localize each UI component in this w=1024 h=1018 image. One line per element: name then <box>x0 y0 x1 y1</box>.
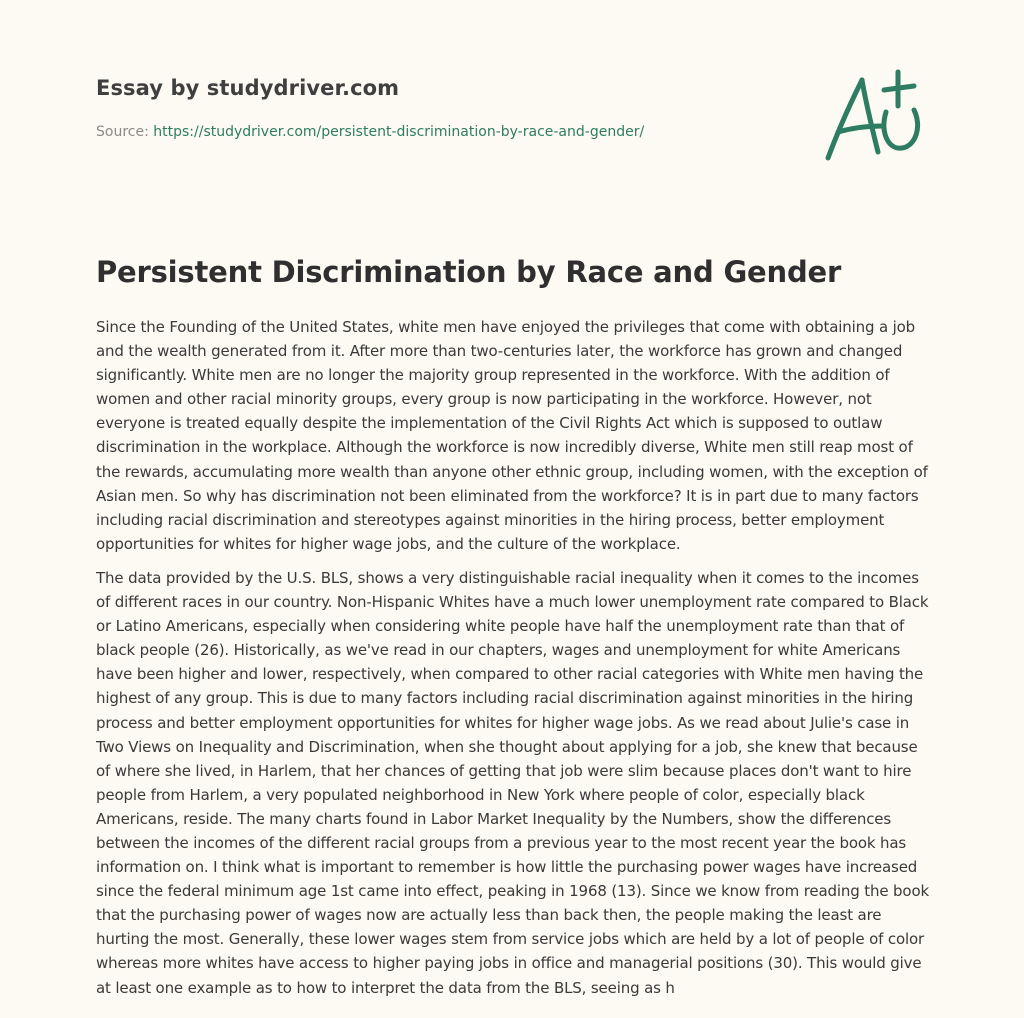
source-label: Source: <box>96 124 149 140</box>
a-plus-grade-icon <box>818 66 930 166</box>
source-line <box>96 124 644 140</box>
essay-title: Persistent Discrimination by Race and Gender <box>96 255 842 289</box>
site-brand: Essay by studydriver.com <box>96 76 400 100</box>
essay-body <box>96 315 936 1005</box>
essay-paragraph: The data provided by the U.S. BLS, shows a very distinguishable racial inequality when it comes to the incomes of different races in our country. Non-Hispanic Whites have a much lower unemployment rate compared to Black or Latino Americans, especially when considering white people have half the unemployment rate than that of black people (26). Historically, as we've read in our chapters, wages and unemployment for white Americans have been higher and lower, respectively, when compared to other racial categories with White men having the highest of any group. This is due to many factors including racial discrimination against minorities in the hiring process and better employment opportunities for whites for higher wage jobs. As we read about Julie's case in Two Views on Inequality and Discrimination, when she thought about applying for a job, she knew that because of where she lived, in Harlem, that her chances of getting that job were slim because places don't want to hire people from Harlem, a very populated neighborhood in New York where people of color, especially black Americans, reside. The many charts found in Labor Market Inequality by the Numbers, show the differences between the incomes of the different racial groups from a previous year to the most recent year the book has information on. I think what is important to remember is how little the purchasing power wages have increased since the federal minimum age 1st came into effect, peaking in 1968 (13). Since we know from reading the book that the purchasing power of wages now are actually less than back then, the people making the least are hurting the most. Generally, these lower wages stem from service jobs which are held by a lot of people of color whereas more whites have access to higher paying jobs in office and managerial positions (30). This would give at least one example as to how to interpret the data from the BLS, seeing as h <box>96 568 930 997</box>
source-link[interactable]: https://studydriver.com/persistent-discrimination-by-race-and-gender/ <box>153 124 645 140</box>
essay-paragraph: Since the Founding of the United States, white men have enjoyed the privileges that come with obtaining a job and the wealth generated from it. After more than two-centuries later, the workforce has grown and changed significantly. White men are no longer the majority group represented in the workforce. With the addition of women and other racial minority groups, every group is now participating in the workforce. However, not everyone is treated equally despite the implementation of the Civil Rights Act which is supposed to outlaw discrimination in the workplace. Although the workforce is now incredibly diverse, White men still reap most of the rewards, accumulating more wealth than anyone other ethnic group, including women, with the exception of Asian men. So why has discrimination not been eliminated from the workforce? It is in part due to many factors including racial discrimination and stereotypes against minorities in the hiring process, better employment opportunities for whites for higher wage jobs, and the culture of the workplace. <box>96 318 928 553</box>
